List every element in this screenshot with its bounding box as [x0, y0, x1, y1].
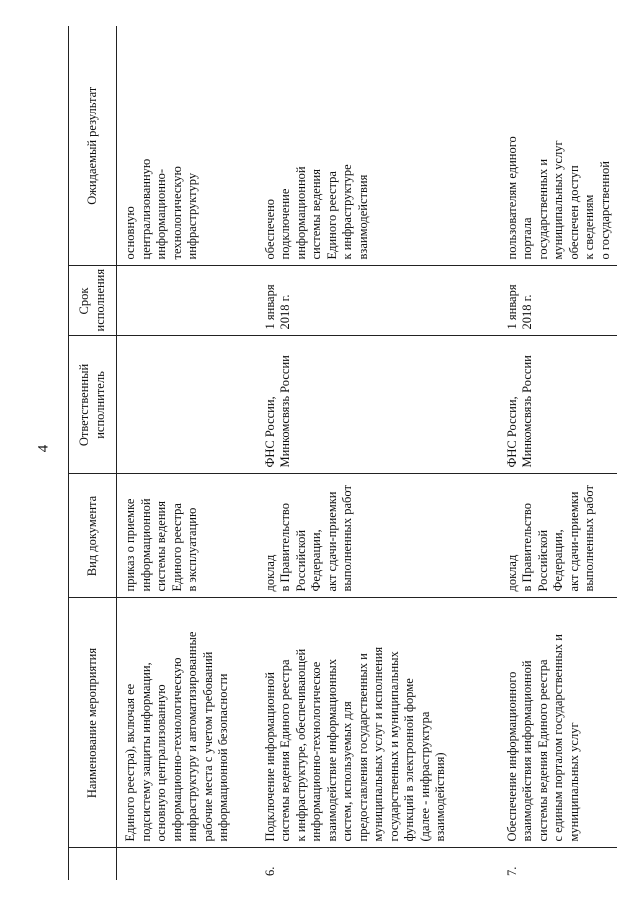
cell-line: с единым порталом государственных и	[551, 634, 565, 842]
cell-line: информационно-технологическую	[169, 657, 184, 842]
cell-line: ФНС России,	[504, 396, 519, 468]
cell-line: выполненных работ	[582, 485, 596, 592]
cell-line: Подключение информационной	[262, 672, 277, 842]
cell-line: Федерации,	[551, 529, 565, 592]
cell-line: информационной	[293, 166, 308, 260]
cell-line: инфраструктуру	[185, 172, 199, 260]
cell-line: технологическую	[169, 166, 184, 260]
cell-deadline	[117, 266, 257, 336]
cell-line: Федерации,	[309, 529, 323, 592]
cell-deadline	[257, 266, 499, 336]
cell-doc-type	[499, 474, 618, 598]
cell-line: Обеспечение информационного	[504, 671, 519, 842]
cell-line: основную централизованную	[154, 684, 168, 842]
cell-line: в Правительство	[278, 503, 292, 592]
row-number	[117, 848, 257, 880]
cell-line: в Правительство	[520, 503, 534, 592]
cell-line: системы ведения Единого реестра	[535, 659, 550, 842]
cell-line: Минкомсвязь России	[520, 355, 534, 468]
cell-line: муниципальных услуг	[566, 722, 581, 842]
cell-line: взаимодействия информационной	[520, 660, 534, 842]
row-number: 6.	[257, 848, 499, 880]
cell-line: функций в электронной форме	[402, 678, 416, 842]
table-row	[117, 26, 257, 880]
cell-line: обеспечен доступ	[566, 165, 581, 260]
cell-responsible	[499, 336, 618, 474]
header-responsible: Ответственный исполнитель	[69, 336, 117, 474]
header-result: Ожидаемый результат	[69, 26, 117, 266]
row-number: 7.	[499, 848, 618, 880]
cell-line: взаимодействия	[355, 174, 370, 260]
cell-line: государственных и муниципальных	[386, 651, 401, 842]
cell-line: к сведениям	[582, 194, 596, 260]
cell-line: Российской	[293, 529, 308, 592]
cell-responsible	[257, 336, 499, 474]
cell-doc-type	[117, 474, 257, 598]
cell-line: 2018 г.	[520, 294, 534, 330]
cell-line: муниципальных услуг	[551, 140, 565, 260]
cell-line: информационно-	[154, 168, 168, 260]
cell-line: информационной	[138, 498, 153, 592]
cell-line: предоставления государственных и	[355, 653, 370, 842]
cell-line: взаимодействие информационных	[324, 658, 339, 842]
document-id	[0, 850, 1, 885]
cell-line: выполненных работ	[340, 485, 354, 592]
cell-responsible	[117, 336, 257, 474]
cell-line: Российской	[535, 529, 550, 592]
cell-line: о государственной	[597, 161, 612, 260]
cell-line: 1 января	[262, 284, 277, 330]
cell-line: (далее - инфраструктура	[417, 711, 432, 842]
cell-line: муниципальных услуг и исполнения	[371, 646, 385, 842]
cell-deadline	[499, 266, 618, 336]
cell-line: подсистему защиты информации,	[138, 662, 153, 842]
cell-line: доклад	[504, 554, 519, 592]
cell-line: 2018 г.	[278, 294, 292, 330]
cell-line: рабочие места с учетом требований	[200, 651, 215, 842]
cell-result	[499, 26, 618, 266]
cell-line: централизованную	[138, 158, 153, 260]
cell-line: обеспечено	[262, 198, 277, 260]
cell-line: 1 января	[504, 284, 519, 330]
cell-name	[257, 598, 499, 848]
cell-line: систем, используемых для	[340, 701, 354, 842]
header-deadline: Срок исполнения	[69, 266, 117, 336]
cell-line: информационно-технологическое	[309, 661, 323, 842]
table-row	[257, 26, 499, 880]
cell-line: Единого реестра	[169, 503, 184, 592]
measures-table	[68, 26, 617, 880]
cell-line: приказ о приемке	[123, 498, 137, 592]
cell-line: Единого реестра	[324, 171, 339, 260]
cell-doc-type	[257, 474, 499, 598]
cell-line: подключение	[278, 188, 292, 260]
cell-line: системы ведения	[154, 501, 168, 592]
cell-line: взаимодействия)	[433, 752, 447, 842]
table-row	[499, 26, 618, 880]
header-number	[69, 848, 117, 880]
cell-name	[117, 598, 257, 848]
header-doc-type: Вид документа	[69, 474, 117, 598]
cell-line: к инфраструктуре, обеспечивающей	[293, 648, 308, 842]
header-name: Наименование мероприятия	[69, 598, 117, 848]
cell-line: основную	[123, 206, 137, 260]
cell-line: акт сдачи-приемки	[324, 491, 339, 592]
measures-table-container	[68, 26, 612, 880]
page-number: 4	[35, 444, 52, 453]
cell-line: информационной безопасности	[216, 673, 230, 842]
cell-line: Минкомсвязь России	[278, 355, 292, 468]
cell-line: системы ведения	[309, 169, 323, 260]
table-header-row	[69, 26, 117, 880]
cell-line: Единого реестра), включая ее	[123, 683, 137, 842]
cell-result	[117, 26, 257, 266]
cell-name	[499, 598, 618, 848]
cell-line: доклад	[262, 554, 277, 592]
cell-line: пользователям единого	[504, 136, 519, 260]
cell-line: в эксплуатацию	[185, 507, 199, 592]
cell-line: портала	[520, 217, 534, 260]
cell-line: акт сдачи-приемки	[566, 491, 581, 592]
cell-result	[257, 26, 499, 266]
cell-line: к инфраструктуре	[340, 164, 354, 260]
cell-line: ФНС России,	[262, 396, 277, 468]
cell-line: системы ведения Единого реестра	[278, 659, 292, 842]
cell-line: государственных и	[535, 158, 550, 260]
cell-line: инфраструктуру и автоматизированные	[185, 631, 199, 842]
